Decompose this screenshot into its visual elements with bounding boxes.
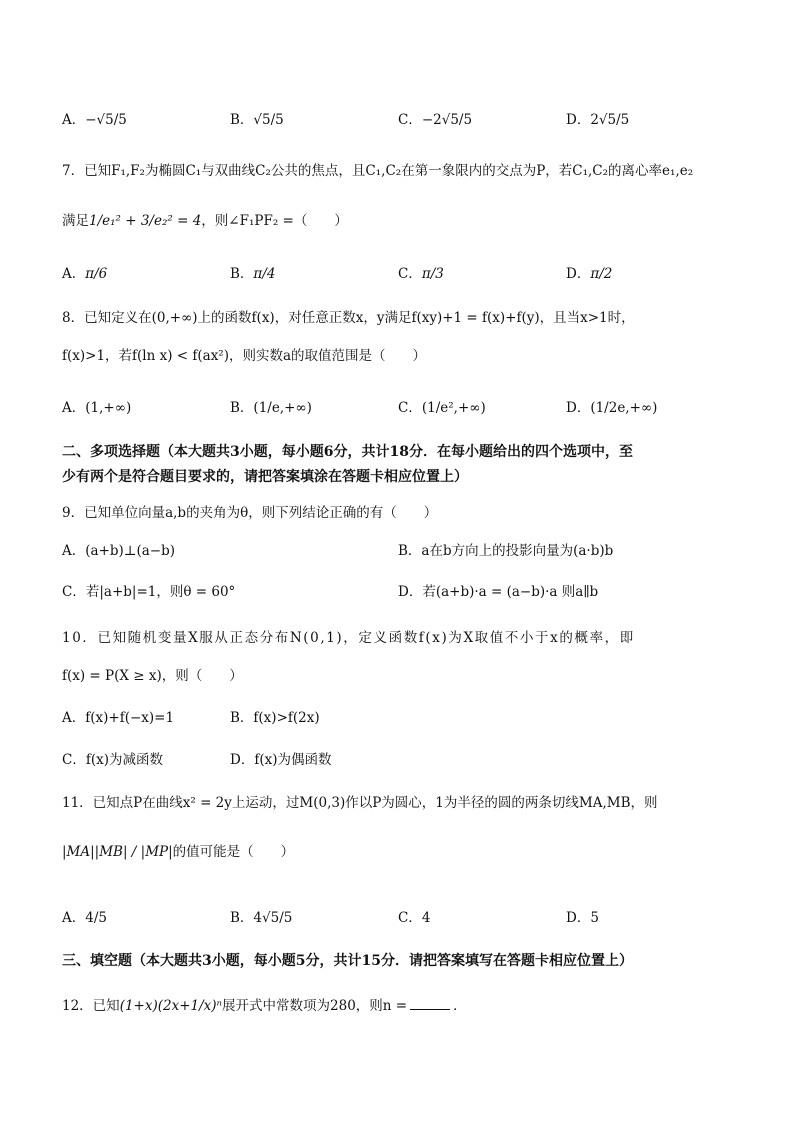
q11-option-b bbox=[230, 908, 292, 928]
option-text: 4 bbox=[421, 910, 431, 926]
q8-option-d bbox=[566, 398, 657, 418]
option-text: 若|a+b|=1，则θ = 60° bbox=[85, 584, 236, 600]
option-label: A． bbox=[62, 266, 86, 282]
option-label: B． bbox=[230, 112, 254, 128]
q7-option-a bbox=[62, 264, 107, 284]
option-text: 5 bbox=[590, 910, 599, 926]
q8-option-b bbox=[230, 398, 312, 418]
q8-option-a bbox=[62, 398, 131, 418]
option-text: (1,+∞) bbox=[85, 400, 132, 416]
option-label: C． bbox=[398, 112, 422, 128]
q11-ratio-expression: |MA||MB| / |MP| bbox=[62, 844, 173, 860]
q6-option-b bbox=[230, 110, 284, 130]
q12-end: ． bbox=[453, 998, 467, 1014]
option-text: f(x)为减函数 bbox=[85, 752, 163, 768]
answer-blank[interactable] bbox=[410, 997, 450, 1010]
option-text: 2√5/5 bbox=[590, 112, 630, 128]
q7-suffix: ，则∠F₁PF₂ =（ ） bbox=[201, 213, 348, 229]
q6-option-c bbox=[398, 110, 472, 130]
option-label: A． bbox=[62, 112, 86, 128]
option-text: (1/2e,+∞) bbox=[590, 400, 658, 416]
q10-option-c bbox=[62, 750, 163, 770]
option-text: (1/e,+∞) bbox=[253, 400, 312, 416]
option-label: D． bbox=[566, 266, 591, 282]
option-label: D． bbox=[566, 112, 591, 128]
q8-stem-line2: f(x)>1，若f(ln x) < f(ax²)，则实数a的取值范围是（ ） bbox=[62, 348, 427, 364]
option-text: π/2 bbox=[590, 266, 613, 282]
q11-suffix: 的值可能是（ ） bbox=[172, 844, 295, 860]
option-text: −√5/5 bbox=[85, 112, 127, 128]
option-label: C． bbox=[62, 584, 86, 600]
option-label: A． bbox=[62, 710, 86, 726]
option-text: 4√5/5 bbox=[253, 910, 293, 926]
option-text: 4/5 bbox=[85, 910, 107, 926]
option-text: f(x)+f(−x)=1 bbox=[85, 710, 175, 726]
q9-option-d bbox=[398, 582, 598, 602]
section-2-heading-line2: 少有两个是符合题目要求的，请把答案填涂在答题卡相应位置上） bbox=[62, 469, 468, 485]
q8-stem-line1: 8．已知定义在(0,+∞)上的函数f(x)，对任意正数x，y满足f(xy)+1 = f(x)+f(y)，且当x>1时， bbox=[62, 310, 635, 326]
option-text: π/3 bbox=[421, 266, 444, 282]
q11-stem-line1: 11．已知点P在曲线x² = 2y上运动，过M(0,3)作以P为圆心，1为半径的圆的两条切线MA,MB，则 bbox=[62, 795, 658, 811]
option-label: B． bbox=[230, 710, 254, 726]
option-label: A． bbox=[62, 543, 86, 559]
q7-stem-line1: 7．已知F₁,F₂为椭圆C₁与双曲线C₂公共的焦点，且C₁,C₂在第一象限内的交点为P，若C₁,C₂的离心率e₁,e₂ bbox=[62, 163, 694, 179]
q7-option-d bbox=[566, 264, 612, 284]
q11-stem-line2 bbox=[62, 842, 294, 862]
q10-option-a bbox=[62, 708, 174, 728]
q11-option-c bbox=[398, 908, 430, 928]
section-2-heading-line1: 二、多项选择题（本大题共3小题，每小题6分，共计18分．在每小题给出的四个选项中，至 bbox=[62, 444, 633, 460]
q12-suffix: 展开式中常数项为280，则n = bbox=[222, 998, 408, 1014]
q12-stem bbox=[62, 996, 467, 1016]
option-label: A． bbox=[62, 400, 86, 416]
option-text: π/4 bbox=[253, 266, 276, 282]
q12-prefix: 12．已知 bbox=[62, 998, 120, 1014]
option-text: π/6 bbox=[85, 266, 108, 282]
section-3-heading: 三、填空题（本大题共3小题，每小题5分，共计15分．请把答案填写在答题卡相应位置上） bbox=[62, 953, 633, 969]
option-label: C． bbox=[398, 400, 422, 416]
option-text: (1/e²,+∞) bbox=[421, 400, 486, 416]
q10-stem-line2: f(x) = P(X ≥ x)，则（ ） bbox=[62, 668, 243, 684]
option-text: a在b方向上的投影向量为(a·b)b bbox=[421, 543, 614, 559]
option-label: D． bbox=[566, 910, 591, 926]
q8-option-c bbox=[398, 398, 486, 418]
q10-stem-line1: 10．已知随机变量X服从正态分布N(0,1)，定义函数f(x)为X取值不小于x的概率，即 bbox=[62, 630, 635, 646]
option-label: B． bbox=[398, 543, 422, 559]
option-label: B． bbox=[230, 266, 254, 282]
q7-condition-expression: 1/e₁² + 3/e₂² = 4 bbox=[89, 213, 202, 229]
option-label: D． bbox=[566, 400, 591, 416]
option-text: −2√5/5 bbox=[421, 112, 473, 128]
q10-option-b bbox=[230, 708, 320, 728]
option-label: C． bbox=[62, 752, 86, 768]
q7-option-b bbox=[230, 264, 275, 284]
option-text: f(x)为偶函数 bbox=[254, 752, 332, 768]
q12-expression: (1+x)(2x+1/x)ⁿ bbox=[119, 998, 223, 1014]
option-label: D． bbox=[398, 584, 423, 600]
q7-option-c bbox=[398, 264, 444, 284]
q11-option-d bbox=[566, 908, 599, 928]
q9-option-c bbox=[62, 582, 235, 602]
q7-stem-line2 bbox=[62, 211, 348, 231]
q6-option-d bbox=[566, 110, 629, 130]
option-text: √5/5 bbox=[253, 112, 284, 128]
option-label: D． bbox=[230, 752, 255, 768]
option-label: B． bbox=[230, 400, 254, 416]
option-label: C． bbox=[398, 266, 422, 282]
option-label: A． bbox=[62, 910, 86, 926]
q9-stem: 9．已知单位向量a,b的夹角为θ，则下列结论正确的有（ ） bbox=[62, 505, 438, 521]
option-label: C． bbox=[398, 910, 422, 926]
q10-option-d bbox=[230, 750, 331, 770]
q7-prefix: 满足 bbox=[62, 213, 89, 229]
option-text: f(x)>f(2x) bbox=[253, 710, 320, 726]
option-text: (a+b)⊥(a−b) bbox=[85, 543, 176, 559]
q9-option-b bbox=[398, 541, 613, 561]
option-label: B． bbox=[230, 910, 254, 926]
q11-option-a bbox=[62, 908, 107, 928]
q9-option-a bbox=[62, 541, 175, 561]
q6-option-a bbox=[62, 110, 127, 130]
option-text: 若(a+b)·a = (a−b)·a 则a∥b bbox=[422, 584, 599, 600]
